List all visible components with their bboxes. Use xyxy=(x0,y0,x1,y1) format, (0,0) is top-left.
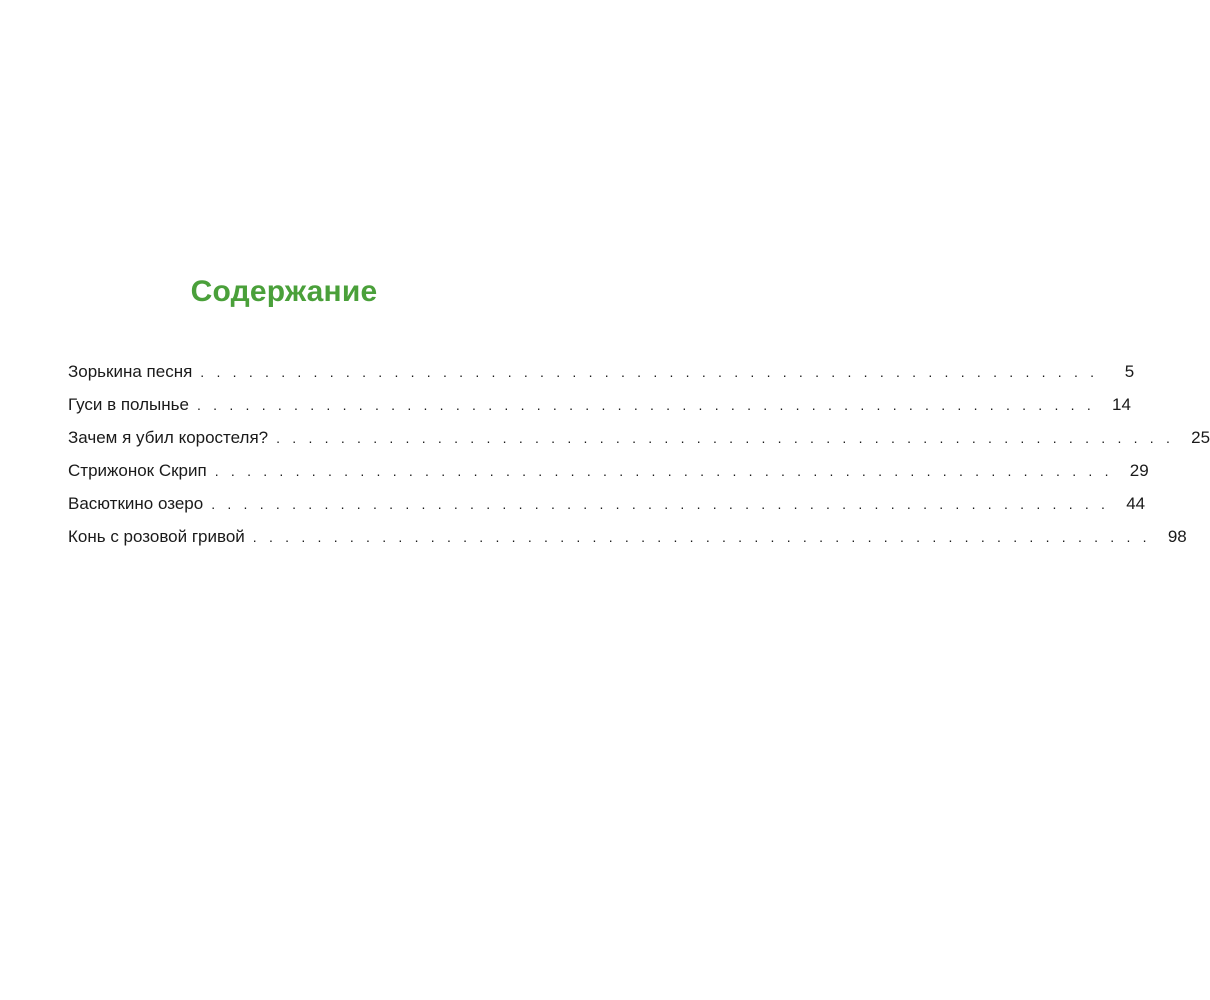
toc-entry xyxy=(68,388,1131,421)
dot-leader: . . . . . . . . . . . . . . . . . . . . . . . . . . . . . . . . . . . . . . . . . . . . . . . . . . . . . . . . xyxy=(276,430,1175,446)
dot-leader: . . . . . . . . . . . . . . . . . . . . . . . . . . . . . . . . . . . . . . . . . . . . . . . . . . . . . . . . xyxy=(196,397,1095,413)
dot-leader: . . . . . . . . . . . . . . . . . . . . . . . . . . . . . . . . . . . . . . . . . . . . . . . . . . . . . . . . xyxy=(252,529,1151,545)
toc-page-number: 14 xyxy=(1112,395,1131,414)
toc-entry-title: Гуси в полынье xyxy=(68,395,189,414)
toc-page-number: 25 xyxy=(1191,428,1210,447)
toc-entry xyxy=(68,520,1187,553)
toc-entry xyxy=(68,487,1146,520)
toc-page-number: 5 xyxy=(1124,362,1135,381)
toc-list xyxy=(68,355,1210,553)
toc-entry-title: Зорькина песня xyxy=(68,362,193,381)
toc-entry xyxy=(68,355,1135,388)
toc-title: Содержание xyxy=(190,275,378,308)
dot-leader: . . . . . . . . . . . . . . . . . . . . . . . . . . . . . . . . . . . . . . . . . . . . . . . . . . . . . . . . xyxy=(211,496,1110,512)
toc-entry-title: Конь с розовой гривой xyxy=(68,527,245,546)
toc-entry xyxy=(68,421,1210,454)
toc-entry-title: Васюткино озеро xyxy=(68,494,204,513)
toc-page-number: 44 xyxy=(1126,494,1146,513)
toc-entry xyxy=(68,454,1149,487)
toc-entry-title: Стрижонок Скрип xyxy=(68,461,207,480)
toc-page-number: 98 xyxy=(1167,527,1187,546)
dot-leader: . . . . . . . . . . . . . . . . . . . . . . . . . . . . . . . . . . . . . . . . . . . . . . . . . . . . . . . . xyxy=(200,364,1099,380)
toc-entry-title: Зачем я убил коростеля? xyxy=(68,428,269,447)
toc-page-number: 29 xyxy=(1129,461,1149,480)
dot-leader: . . . . . . . . . . . . . . . . . . . . . . . . . . . . . . . . . . . . . . . . . . . . . . . . . . . . . . . . xyxy=(214,463,1113,479)
